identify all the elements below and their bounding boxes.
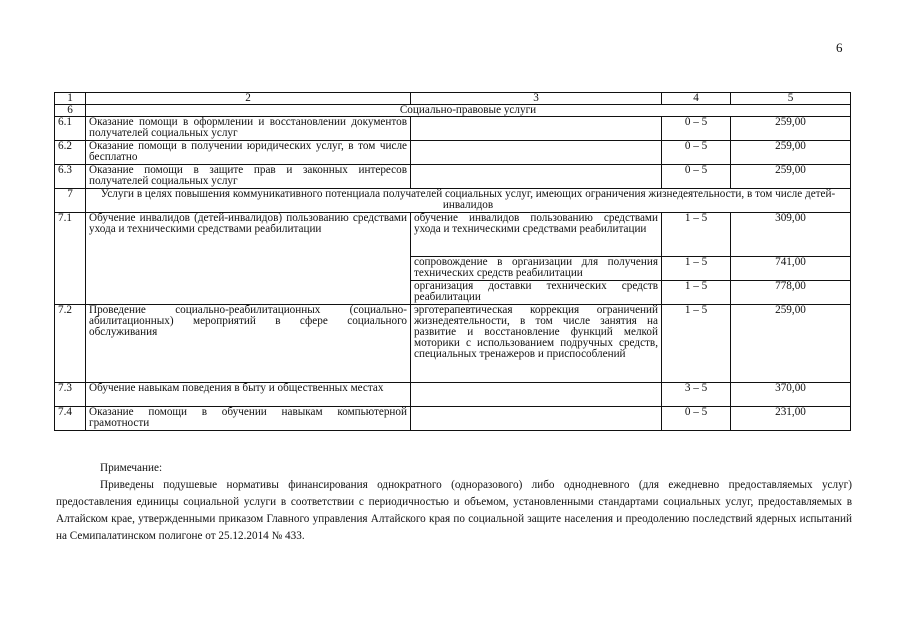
- table-row: [55, 305, 851, 383]
- table-row: [55, 165, 851, 189]
- row-number: 6.3: [55, 165, 86, 189]
- row-number: 7.2: [55, 305, 86, 383]
- service-content: [411, 117, 662, 141]
- section-row-6: [55, 105, 851, 117]
- header-col-1: 1: [55, 93, 86, 105]
- table-row: [55, 213, 851, 257]
- price-value: 741,00: [731, 257, 851, 281]
- service-name: Обучение навыкам поведения в быту и общественных местах: [86, 383, 411, 407]
- header-col-5: 5: [731, 93, 851, 105]
- price-value: 231,00: [731, 407, 851, 431]
- service-content: [411, 407, 662, 431]
- service-content: [411, 383, 662, 407]
- period-value: 3 – 5: [662, 383, 731, 407]
- period-value: 0 – 5: [662, 141, 731, 165]
- period-value: 1 – 5: [662, 281, 731, 305]
- table-row: [55, 383, 851, 407]
- header-col-2: 2: [86, 93, 411, 105]
- service-name: Оказание помощи в получении юридических услуг, в том числе бесплатно: [86, 141, 411, 165]
- table-row: [55, 117, 851, 141]
- row-number: 7.1: [55, 213, 86, 305]
- section-title: Услуги в целях повышения коммуникативного потенциала получателей социальных услуг, имеющих ограничения жизнедеятельности, в том числе детей-инвалидов: [86, 189, 851, 213]
- table-row: [55, 407, 851, 431]
- service-content: сопровождение в организации для получения технических средств реабилитации: [411, 257, 662, 281]
- period-value: 0 – 5: [662, 165, 731, 189]
- section-title: Социально-правовые услуги: [86, 105, 851, 117]
- row-number: 7.4: [55, 407, 86, 431]
- row-number: 7.3: [55, 383, 86, 407]
- service-name: Оказание помощи в оформлении и восстановлении документов получателей социальных услуг: [86, 117, 411, 141]
- section-row-7: [55, 189, 851, 213]
- price-value: 259,00: [731, 117, 851, 141]
- section-number: 6: [55, 105, 86, 117]
- price-value: 259,00: [731, 141, 851, 165]
- period-value: 1 – 5: [662, 257, 731, 281]
- price-value: 259,00: [731, 165, 851, 189]
- service-name: Обучение инвалидов (детей-инвалидов) пользованию средствами ухода и техническими средствами реабилитации: [86, 213, 411, 305]
- period-value: 0 – 5: [662, 117, 731, 141]
- service-content: организация доставки технических средств реабилитации: [411, 281, 662, 305]
- notes-block: [56, 460, 852, 545]
- tariff-table: [54, 92, 851, 431]
- row-number: 6.1: [55, 117, 86, 141]
- price-value: 259,00: [731, 305, 851, 383]
- page-number: 6: [836, 40, 843, 55]
- service-content: [411, 141, 662, 165]
- service-name: Оказание помощи в защите прав и законных интересов получателей социальных услуг: [86, 165, 411, 189]
- service-content: обучение инвалидов пользованию средствами ухода и техническими средствами реабилитации: [411, 213, 662, 257]
- service-content: эрготерапевтическая коррекция ограничений жизнедеятельности, в том числе занятия на развитие и восстановление функций мелкой моторики с использованием подручных средств, специальных тренажеров и приспособлений: [411, 305, 662, 383]
- price-value: 370,00: [731, 383, 851, 407]
- period-value: 1 – 5: [662, 213, 731, 257]
- service-name: Оказание помощи в обучении навыкам компьютерной грамотности: [86, 407, 411, 431]
- section-number: 7: [55, 189, 86, 213]
- notes-title: Примечание:: [100, 462, 163, 474]
- period-value: 0 – 5: [662, 407, 731, 431]
- header-col-3: 3: [411, 93, 662, 105]
- period-value: 1 – 5: [662, 305, 731, 383]
- notes-body: Приведены подушевые нормативы финансирования однократного (одноразового) либо однодневного (для ежедневно предоставляемых услуг) предоставления единицы социальной услуги в соответствии с периодичностью и объемом, установленными стандартами социальных услуг, предоставляемых в Алтайском крае, утвержденными приказом Главного управления Алтайского края по социальной защите населения и преодолению последствий ядерных испытаний на Семипалатинском полигоне от 25.12.2014 № 433.: [56, 479, 852, 542]
- table-header-row: [55, 93, 851, 105]
- price-value: 778,00: [731, 281, 851, 305]
- row-number: 6.2: [55, 141, 86, 165]
- service-content: [411, 165, 662, 189]
- table-row: [55, 141, 851, 165]
- service-name: Проведение социально-реабилитационных (социально-абилитационных) мероприятий в сфере социального обслуживания: [86, 305, 411, 383]
- header-col-4: 4: [662, 93, 731, 105]
- price-value: 309,00: [731, 213, 851, 257]
